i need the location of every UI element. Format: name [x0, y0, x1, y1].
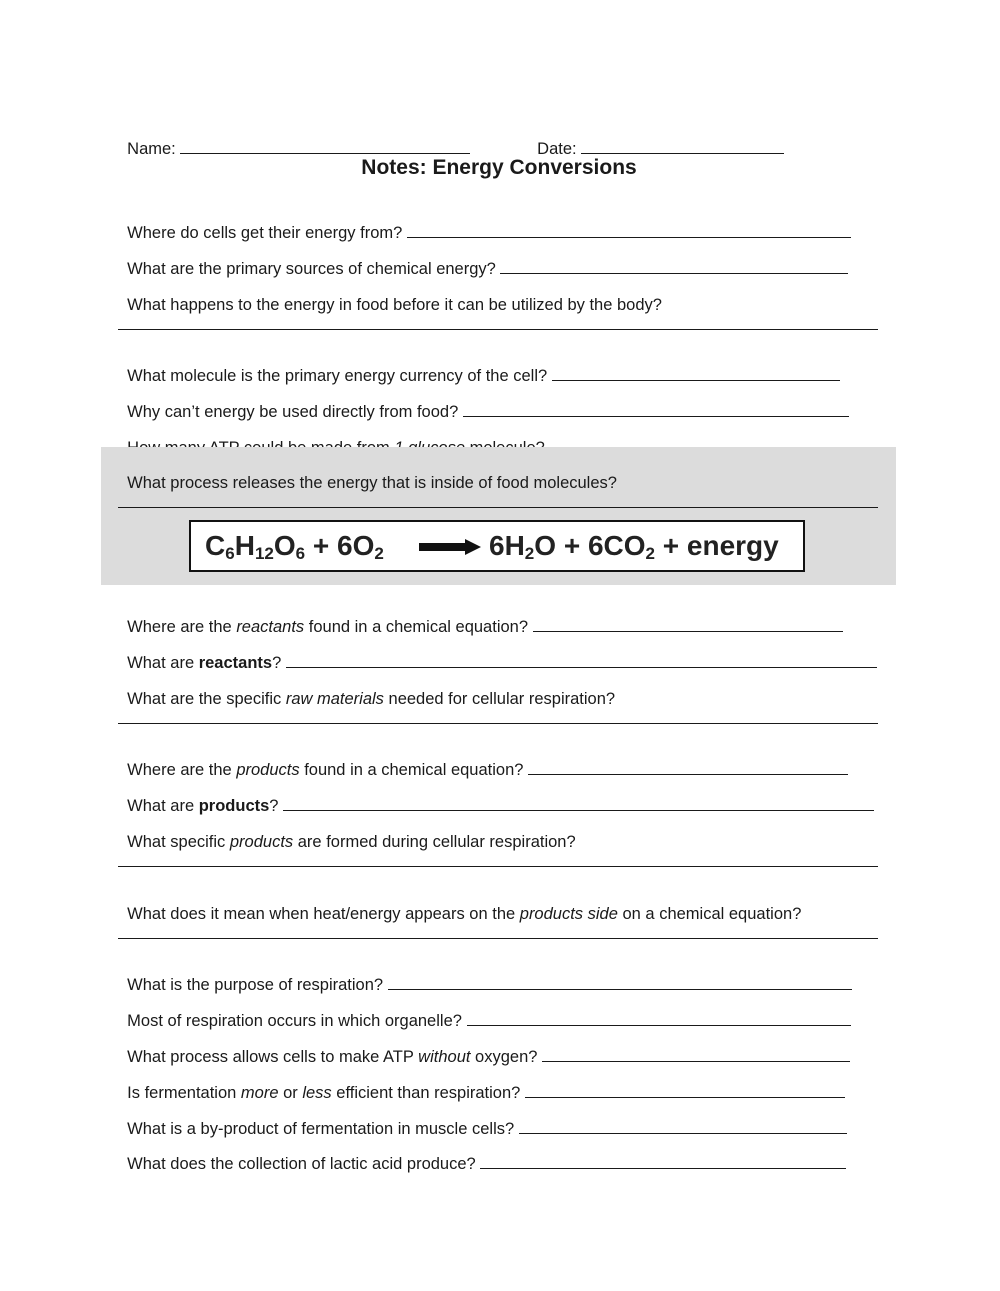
date-field[interactable] [581, 139, 784, 154]
answer-line[interactable] [467, 1011, 851, 1026]
name-field[interactable] [180, 139, 470, 154]
question-what-are-reactants: What are reactants? [118, 633, 877, 673]
answer-line[interactable] [286, 653, 877, 668]
question-fermentation-byproduct: What is a by-product of fermentation in muscle cells? [118, 1099, 847, 1139]
question-lactic-acid: What does the collection of lactic acid produce? [118, 1134, 846, 1174]
answer-line[interactable] [463, 402, 849, 417]
name-label: Name: [127, 140, 176, 158]
answer-line[interactable] [500, 259, 848, 274]
question-cell-energy-source: Where do cells get their energy from? [118, 203, 851, 243]
name-row [118, 119, 470, 159]
answer-line[interactable] [118, 866, 878, 867]
page-title: Notes: Energy Conversions [361, 156, 637, 179]
answer-line[interactable] [528, 760, 848, 775]
question-energy-from-food: Why can’t energy be used directly from food? [118, 382, 849, 422]
answer-line[interactable] [118, 938, 878, 939]
equation-products: $6H_2O + 6CO_2$ + energy [489, 530, 779, 563]
reaction-arrow-icon [419, 539, 481, 555]
answer-line[interactable] [552, 366, 840, 381]
answer-line[interactable] [480, 1154, 846, 1169]
date-row [528, 119, 784, 159]
equation-reactants: $C_6H_{12}O_6 + 6O_2$ [205, 530, 384, 563]
answer-line[interactable] [388, 975, 852, 990]
question-organelle: Most of respiration occurs in which organelle? [118, 991, 851, 1031]
answer-line[interactable] [525, 1083, 845, 1098]
question-raw-materials: What are the specific raw materials needed for cellular respiration? [127, 690, 616, 708]
question-respiration-purpose: What is the purpose of respiration? [118, 955, 852, 995]
question-reactants-location: Where are the reactants found in a chemical equation? [118, 597, 843, 637]
question-products-location: Where are the products found in a chemical equation? [118, 740, 848, 780]
question-fermentation-efficiency: Is fermentation more or less efficient than respiration? [118, 1063, 845, 1103]
question-without-oxygen: What process allows cells to make ATP without oxygen? [118, 1027, 850, 1067]
answer-line[interactable] [407, 223, 851, 238]
date-label: Date: [537, 140, 577, 158]
answer-line[interactable] [533, 617, 843, 632]
question-what-are-products: What are products? [118, 776, 874, 816]
answer-line[interactable] [118, 723, 878, 724]
answer-line[interactable] [118, 329, 878, 330]
question-energy-products-side: What does it mean when heat/energy appears on the products side on a chemical equation? [127, 905, 802, 923]
question-energy-currency: What molecule is the primary energy currency of the cell? [118, 346, 840, 386]
answer-line[interactable] [118, 507, 878, 508]
question-releasing-process: What process releases the energy that is inside of food molecules? [127, 474, 617, 492]
question-chemical-energy-sources: What are the primary sources of chemical energy? [118, 239, 848, 279]
question-food-energy: What happens to the energy in food before it can be utilized by the body? [127, 296, 662, 314]
answer-line[interactable] [283, 796, 874, 811]
answer-line[interactable] [542, 1047, 850, 1062]
respiration-equation-box [189, 520, 805, 572]
answer-line[interactable] [519, 1119, 847, 1134]
question-respiration-products: What specific products are formed during cellular respiration? [127, 833, 576, 851]
